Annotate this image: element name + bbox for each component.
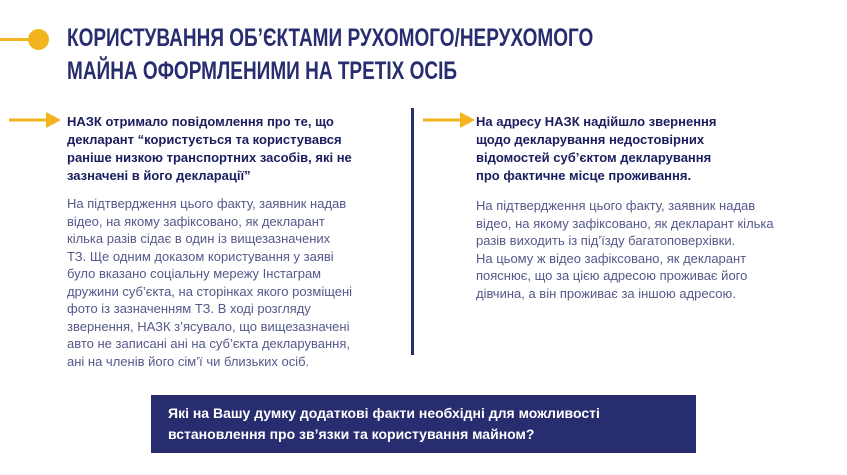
- left-body-line: На підтвердження цього факту, заявник надав: [67, 196, 347, 211]
- left-body-paragraph: [67, 195, 352, 370]
- left-body-line: звернення, НАЗК з’ясувало, що вищезазначені: [67, 318, 350, 334]
- right-lead-line: відомостей суб’єктом декларування: [476, 150, 712, 165]
- title-accent-dot: [28, 29, 49, 50]
- banner-line: Які на Вашу думку додаткові факти необхідні для можливості: [168, 405, 600, 421]
- left-body-line: дружини суб’єкта, на сторінках якого розміщені: [67, 283, 353, 299]
- right-lead-line: про фактичне місце проживання.: [476, 168, 692, 183]
- title-line: МАЙНА ОФОРМЛЕНИМИ НА ТРЕТІХ ОСІБ: [67, 57, 458, 85]
- right-lead-paragraph: [476, 113, 717, 185]
- title-line: КОРИСТУВАННЯ ОБ’ЄКТАМИ РУХОМОГО/НЕРУХОМОГО: [67, 24, 594, 52]
- right-body-line: На підтвердження цього факту, заявник надав: [476, 198, 756, 213]
- left-lead-line: декларант “користується та користувався: [67, 132, 342, 147]
- right-body-line: На цьому ж відео зафіксовано, як декларант: [476, 250, 747, 266]
- banner-line: встановлення про зв’язки та користування майном?: [168, 425, 535, 442]
- right-body-line: разів виходить із під’їзду багатоповерхівки.: [476, 233, 736, 248]
- left-lead-paragraph: [67, 113, 352, 185]
- arrow-right-icon: [423, 112, 475, 128]
- arrow-right-icon: [9, 112, 61, 128]
- title-accent-line: [0, 38, 30, 41]
- left-lead-line: раніше низкою транспортних засобів, які не: [67, 150, 352, 165]
- page-title: [67, 22, 593, 88]
- column-divider: [411, 108, 414, 355]
- question-banner: [151, 395, 696, 453]
- right-body-line: дівчина, а він проживає за іншою адресою.: [476, 285, 736, 301]
- right-body-line: пояснює, що за цією адресою проживає його: [476, 268, 748, 283]
- left-body-line: було вказано соціальну мережу Інстаграм: [67, 266, 322, 281]
- left-body-line: кілька разів сідає в один із вищезазначених: [67, 231, 331, 246]
- right-body-line: відео, на якому зафіксовано, як декларант кілька: [476, 215, 774, 231]
- right-body-paragraph: [476, 197, 774, 302]
- left-body-line: ані на членів його сім’ї чи близьких осіб.: [67, 353, 310, 369]
- left-lead-line: НАЗК отримало повідомлення про те, що: [67, 114, 334, 129]
- left-body-line: ТЗ. Ще одним доказом користування у заяві: [67, 248, 334, 264]
- left-body-line: відео, на якому зафіксовано, як декларант: [67, 213, 325, 229]
- right-lead-line: щодо декларування недостовірних: [476, 132, 705, 147]
- left-lead-line: зазначені в його декларації”: [67, 168, 251, 183]
- left-body-line: фото із зазначенням ТЗ. В ході розгляду: [67, 301, 311, 316]
- left-body-line: авто не записані ані на суб’єкта декларування,: [67, 336, 350, 351]
- right-lead-line: На адресу НАЗК надійшло звернення: [476, 114, 717, 129]
